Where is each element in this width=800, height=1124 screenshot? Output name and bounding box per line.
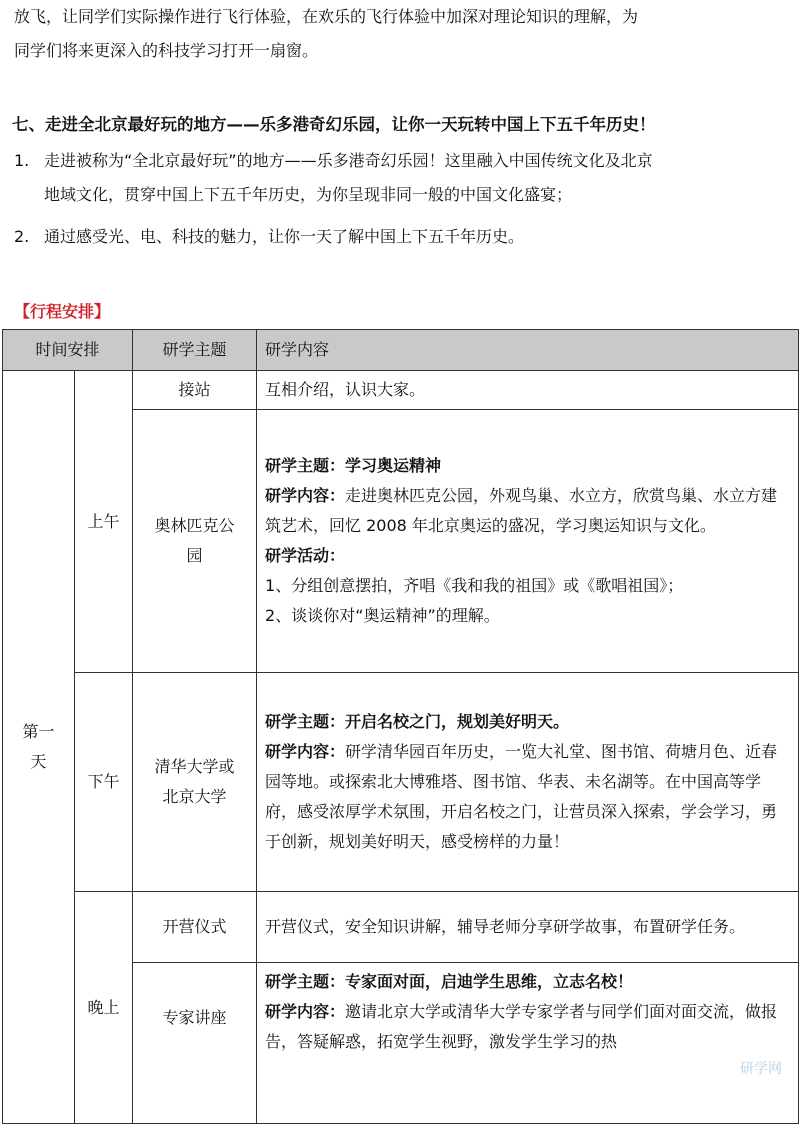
content-cell: 开营仪式，安全知识讲解，辅导老师分享研学故事，布置研学任务。 <box>257 892 799 963</box>
schedule-heading: 【行程安排】 <box>14 302 111 321</box>
content-text: 邀请北京大学或清华大学专家学者与同学们面对面交流，做报告，答疑解惑，拓宽学生视野，激发学生学习的热 <box>265 1002 778 1051</box>
period-evening: 晚上 <box>75 892 133 1124</box>
activity-item: 1、分组创意摆拍，齐唱《我和我的祖国》或《歌唱祖国》； <box>265 576 684 595</box>
list-item-line: 地域文化，贯穿中国上下五千年历史，为你呈现非同一般的中国文化盛宴； <box>44 185 573 204</box>
content-label: 研学内容： <box>265 742 346 761</box>
table-header-row <box>3 330 799 371</box>
list-item <box>14 144 790 212</box>
theme-cell: 开营仪式 <box>133 892 257 963</box>
content-label: 研学内容： <box>265 1002 346 1021</box>
topic-text: 专家面对面，启迪学生思维，立志名校！ <box>345 972 634 991</box>
table-row <box>3 673 799 892</box>
list-item-line: 走进被称为“全北京最好玩”的地方——乐多港奇幻乐园！这里融入中国传统文化及北京 <box>44 151 653 170</box>
table-row <box>3 892 799 963</box>
schedule-table <box>2 329 799 1124</box>
header-content: 研学内容 <box>257 330 799 371</box>
intro-paragraph <box>14 0 790 68</box>
theme-cell: 清华大学或北京大学 <box>133 673 257 892</box>
list-item-number: 2. <box>14 227 30 246</box>
content-cell <box>257 410 799 673</box>
theme-cell: 接站 <box>133 371 257 410</box>
topic-label: 研学主题： <box>265 456 346 475</box>
activity-label: 研学活动： <box>265 546 346 565</box>
content-cell: 互相介绍，认识大家。 <box>257 371 799 410</box>
activity-item: 2、谈谈你对“奥运精神”的理解。 <box>265 606 500 625</box>
theme-cell: 专家讲座 <box>133 963 257 1124</box>
header-time: 时间安排 <box>3 330 133 371</box>
topic-text: 学习奥运精神 <box>345 456 442 475</box>
list-item-line: 通过感受光、电、科技的魅力，让你一天了解中国上下五千年历史。 <box>44 227 525 246</box>
list-item-number: 1. <box>14 151 30 170</box>
content-cell <box>257 963 799 1124</box>
intro-line-2: 同学们将来更深入的科技学习打开一扇窗。 <box>14 41 319 60</box>
table-row <box>3 371 799 410</box>
period-afternoon: 下午 <box>75 673 133 892</box>
content-text: 研学清华园百年历史，一览大礼堂、图书馆、荷塘月色、近春园等地。或探索北大博雅塔、图书馆、华表、未名湖等。在中国高等学府，感受浓厚学术氛围，开启名校之门，让营员深入探索，学会学习，勇于创新，规划美好明天，感受榜样的力量！ <box>265 742 778 851</box>
content-label: 研学内容： <box>265 486 346 505</box>
topic-label: 研学主题： <box>265 712 346 731</box>
watermark: 研学网 <box>740 1061 782 1077</box>
topic-label: 研学主题： <box>265 972 346 991</box>
section-7-title: 七、走进全北京最好玩的地方——乐多港奇幻乐园，让你一天玩转中国上下五千年历史！ <box>12 115 656 134</box>
list-item <box>14 220 790 254</box>
day-cell: 第一天 <box>3 371 75 1124</box>
period-morning: 上午 <box>75 371 133 673</box>
header-theme: 研学主题 <box>133 330 257 371</box>
topic-text: 开启名校之门，规划美好明天。 <box>345 712 570 731</box>
content-text: 走进奥林匹克公园，外观鸟巢、水立方，欣赏鸟巢、水立方建筑艺术，回忆 2008 年北京奥运的盛况，学习奥运知识与文化。 <box>265 486 778 535</box>
intro-line-1: 放飞，让同学们实际操作进行飞行体验，在欢乐的飞行体验中加深对理论知识的理解，为 <box>14 7 639 26</box>
content-cell <box>257 673 799 892</box>
theme-cell: 奥林匹克公园 <box>133 410 257 673</box>
